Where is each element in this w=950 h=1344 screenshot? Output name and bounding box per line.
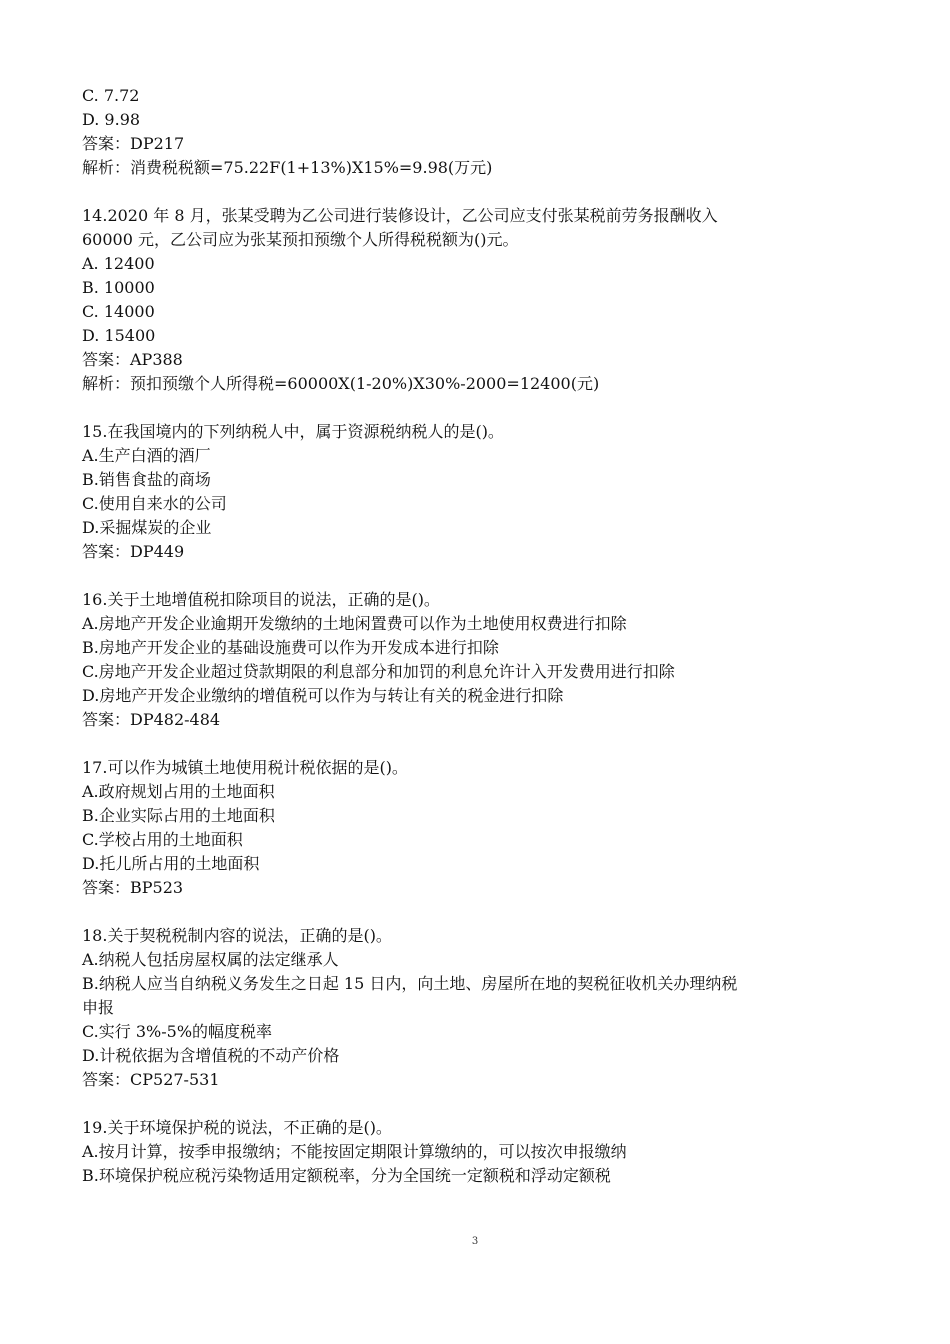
text-line: 15.在我国境内的下列纳税人中，属于资源税纳税人的是()。 bbox=[82, 422, 504, 441]
text-line: 答案：AP388 bbox=[82, 350, 183, 369]
text-line: D.采掘煤炭的企业 bbox=[82, 518, 212, 537]
text-line: 申报 bbox=[82, 998, 115, 1017]
text-line: A.政府规划占用的土地面积 bbox=[82, 782, 275, 801]
text-line: A.纳税人包括房屋权属的法定继承人 bbox=[82, 950, 339, 969]
text-line: B.房地产开发企业的基础设施费可以作为开发成本进行扣除 bbox=[82, 638, 499, 657]
text-line: D.计税依据为含增值税的不动产价格 bbox=[82, 1046, 340, 1065]
text-line: 60000 元，乙公司应为张某预扣预缴个人所得税税额为()元。 bbox=[82, 230, 519, 249]
blank-line bbox=[82, 1092, 882, 1116]
blank-line bbox=[82, 396, 882, 420]
text-line: 19.关于环境保护税的说法，不正确的是()。 bbox=[82, 1118, 392, 1137]
text-line: C.学校占用的土地面积 bbox=[82, 830, 243, 849]
text-line: B.纳税人应当自纳税义务发生之日起 15 日内，向土地、房屋所在地的契税征收机关办理纳税 bbox=[82, 974, 738, 993]
document-body bbox=[82, 84, 882, 1188]
blank-line bbox=[82, 900, 882, 924]
text-line: 16.关于土地增值税扣除项目的说法，正确的是()。 bbox=[82, 590, 440, 609]
text-line: 解析：消费税税额=75.22F(1+13%)X15%=9.98(万元) bbox=[82, 158, 493, 177]
text-line: 17.可以作为城镇土地使用税计税依据的是()。 bbox=[82, 758, 408, 777]
text-line: C. 7.72 bbox=[82, 86, 140, 105]
text-line: C. 14000 bbox=[82, 302, 155, 321]
text-line: A. 12400 bbox=[82, 254, 155, 273]
text-line: B.销售食盐的商场 bbox=[82, 470, 211, 489]
text-line: D.托儿所占用的土地面积 bbox=[82, 854, 260, 873]
text-line: C.实行 3%-5%的幅度税率 bbox=[82, 1022, 273, 1041]
text-line: A.房地产开发企业逾期开发缴纳的土地闲置费可以作为土地使用权费进行扣除 bbox=[82, 614, 627, 633]
text-line: 答案：DP482-484 bbox=[82, 710, 221, 729]
text-line: D. 15400 bbox=[82, 326, 156, 345]
text-line: 解析：预扣预缴个人所得税=60000X(1-20%)X30%-2000=12400(元) bbox=[82, 374, 600, 393]
text-line: C.房地产开发企业超过贷款期限的利息部分和加罚的利息允许计入开发费用进行扣除 bbox=[82, 662, 675, 681]
text-line: A.按月计算，按季申报缴纳；不能按固定期限计算缴纳的，可以按次申报缴纳 bbox=[82, 1142, 627, 1161]
text-line: 答案：DP217 bbox=[82, 134, 185, 153]
text-line: 答案：DP449 bbox=[82, 542, 185, 561]
text-line: B. 10000 bbox=[82, 278, 155, 297]
text-line: D.房地产开发企业缴纳的增值税可以作为与转让有关的税金进行扣除 bbox=[82, 686, 564, 705]
text-line: 答案：BP523 bbox=[82, 878, 184, 897]
blank-line bbox=[82, 564, 882, 588]
text-line: 18.关于契税税制内容的说法，正确的是()。 bbox=[82, 926, 392, 945]
blank-line bbox=[82, 732, 882, 756]
text-line: B.环境保护税应税污染物适用定额税率，分为全国统一定额税和浮动定额税 bbox=[82, 1166, 611, 1185]
text-line: B.企业实际占用的土地面积 bbox=[82, 806, 275, 825]
text-line: C.使用自来水的公司 bbox=[82, 494, 227, 513]
text-line: A.生产白酒的酒厂 bbox=[82, 446, 211, 465]
text-line: D. 9.98 bbox=[82, 110, 141, 129]
text-line: 14.2020 年 8 月，张某受聘为乙公司进行装修设计，乙公司应支付张某税前劳务报酬收入 bbox=[82, 206, 718, 225]
text-line: 答案：CP527-531 bbox=[82, 1070, 220, 1089]
blank-line bbox=[82, 180, 882, 204]
page-number: 3 bbox=[471, 1236, 479, 1247]
